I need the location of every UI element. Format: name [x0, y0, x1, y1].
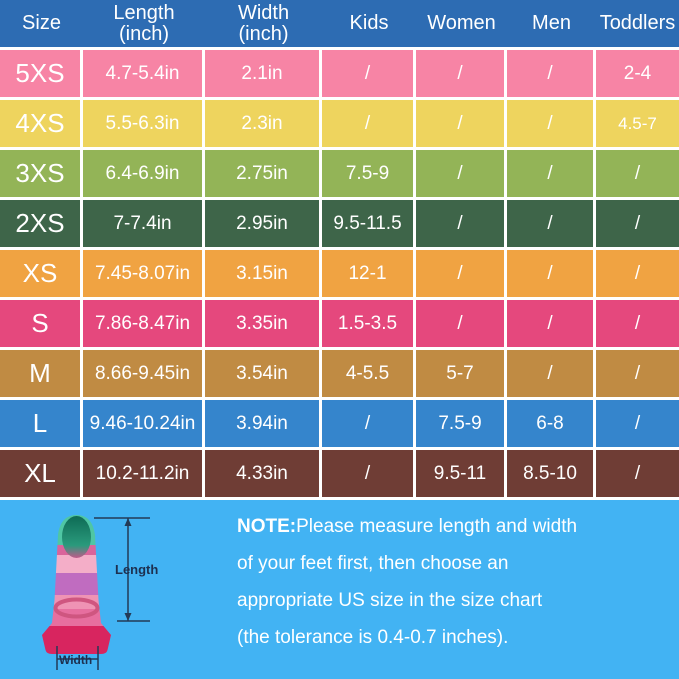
- column-header-label: Size: [22, 12, 61, 34]
- cell-women: 7.5-9: [416, 400, 507, 447]
- table-body: [0, 50, 679, 497]
- cell-toddlers: /: [634, 312, 641, 334]
- length-arrow-down: [125, 613, 132, 621]
- cell-size: 3XS: [0, 150, 83, 197]
- cell-length: 7.86-8.47in: [83, 300, 205, 347]
- cell-men: /: [507, 100, 596, 147]
- note-line-1-text: Please measure length and width: [296, 516, 578, 537]
- fin-illustration: [18, 504, 233, 676]
- size-row-2XS: [0, 200, 679, 247]
- cell-men: /: [507, 300, 596, 347]
- cell-kids: 7.5-9: [322, 150, 416, 197]
- cell-women: /: [416, 100, 507, 147]
- cell-men: /: [507, 50, 596, 97]
- size-row-XS: [0, 250, 679, 297]
- cell-men: /: [507, 350, 596, 397]
- note-section: [0, 500, 679, 679]
- cell-size: S: [0, 300, 83, 347]
- size-row-4XS: [0, 100, 679, 147]
- cell-length: 6.4-6.9in: [83, 150, 205, 197]
- cell-kids: /: [322, 100, 416, 147]
- cell-size: L: [0, 400, 83, 447]
- cell-length: 7.45-8.07in: [83, 250, 205, 297]
- table-header-row: [0, 0, 679, 47]
- cell-men: /: [507, 250, 596, 297]
- cell-toddlers: /: [634, 362, 641, 384]
- column-header-label: Toddlers: [599, 12, 676, 34]
- cell-toddlers: /: [634, 462, 641, 484]
- cell-toddlers: /: [634, 212, 641, 234]
- column-header-label: Width: [237, 1, 290, 24]
- cell-width: 2.95in: [205, 200, 322, 247]
- cell-width: 3.54in: [205, 350, 322, 397]
- note-line-2: of your feet first, then choose an: [237, 553, 509, 574]
- size-row-XL: [0, 450, 679, 497]
- column-header-label: Men: [532, 12, 571, 34]
- cell-size: 4XS: [0, 100, 83, 147]
- cell-width: 3.15in: [205, 250, 322, 297]
- cell-width: 2.75in: [205, 150, 322, 197]
- note-text: [237, 508, 577, 656]
- cell-kids: /: [322, 450, 416, 497]
- column-header-sub: (inch): [118, 22, 169, 45]
- cell-size: XL: [0, 450, 83, 497]
- cell-men: /: [507, 200, 596, 247]
- size-row-3XS: [0, 150, 679, 197]
- column-header-size: [0, 0, 83, 47]
- cell-size: 5XS: [0, 50, 83, 97]
- cell-women: /: [416, 250, 507, 297]
- size-row-M: [0, 350, 679, 397]
- column-header-length: [83, 0, 205, 47]
- cell-size: XS: [0, 250, 83, 297]
- size-row-L: [0, 400, 679, 447]
- column-header-women: [416, 0, 507, 47]
- cell-women: 5-7: [416, 350, 507, 397]
- cell-length: 10.2-11.2in: [83, 450, 205, 497]
- note-line-4: (the tolerance is 0.4-0.7 inches).: [237, 627, 509, 648]
- column-header-label: Kids: [349, 12, 389, 34]
- cell-kids: 4-5.5: [322, 350, 416, 397]
- cell-kids: 1.5-3.5: [322, 300, 416, 347]
- length-arrow-up: [125, 518, 132, 526]
- cell-men: 8.5-10: [507, 450, 596, 497]
- cell-width: 3.35in: [205, 300, 322, 347]
- column-header-width: [205, 0, 322, 47]
- cell-women: /: [416, 300, 507, 347]
- cell-kids: 12-1: [322, 250, 416, 297]
- cell-women: 9.5-11: [416, 450, 507, 497]
- cell-size: M: [0, 350, 83, 397]
- cell-men: 6-8: [507, 400, 596, 447]
- cell-width: 2.3in: [205, 100, 322, 147]
- note-line-1: [237, 508, 577, 545]
- cell-length: 9.46-10.24in: [83, 400, 205, 447]
- column-header-men: [507, 0, 596, 47]
- cell-length: 7-7.4in: [83, 200, 205, 247]
- cell-toddlers: /: [634, 412, 641, 434]
- column-header-toddlers: [596, 0, 679, 47]
- fin-tip-opening: [62, 516, 91, 558]
- size-row-5XS: [0, 50, 679, 97]
- size-row-S: [0, 300, 679, 347]
- cell-toddlers: 2-4: [623, 62, 652, 84]
- cell-length: 4.7-5.4in: [83, 50, 205, 97]
- cell-kids: /: [322, 50, 416, 97]
- cell-women: /: [416, 200, 507, 247]
- note-line-3: appropriate US size in the size chart: [237, 590, 543, 611]
- note-label: NOTE:: [237, 516, 297, 537]
- length-label: Length: [115, 562, 159, 577]
- cell-women: /: [416, 50, 507, 97]
- width-label: Width: [59, 653, 93, 667]
- cell-length: 8.66-9.45in: [83, 350, 205, 397]
- cell-men: /: [507, 150, 596, 197]
- cell-size: 2XS: [0, 200, 83, 247]
- cell-toddlers: /: [634, 162, 641, 184]
- cell-width: 3.94in: [205, 400, 322, 447]
- cell-kids: 9.5-11.5: [322, 200, 416, 247]
- column-header-sub: (inch): [238, 22, 289, 45]
- column-header-label: Length: [113, 1, 175, 24]
- cell-length: 5.5-6.3in: [83, 100, 205, 147]
- column-header-label: Women: [427, 12, 496, 34]
- cell-kids: /: [322, 400, 416, 447]
- cell-women: /: [416, 150, 507, 197]
- column-header-kids: [322, 0, 416, 47]
- cell-width: 2.1in: [205, 50, 322, 97]
- cell-toddlers: 4.5-7: [618, 113, 657, 133]
- cell-toddlers: /: [634, 262, 641, 284]
- cell-width: 4.33in: [205, 450, 322, 497]
